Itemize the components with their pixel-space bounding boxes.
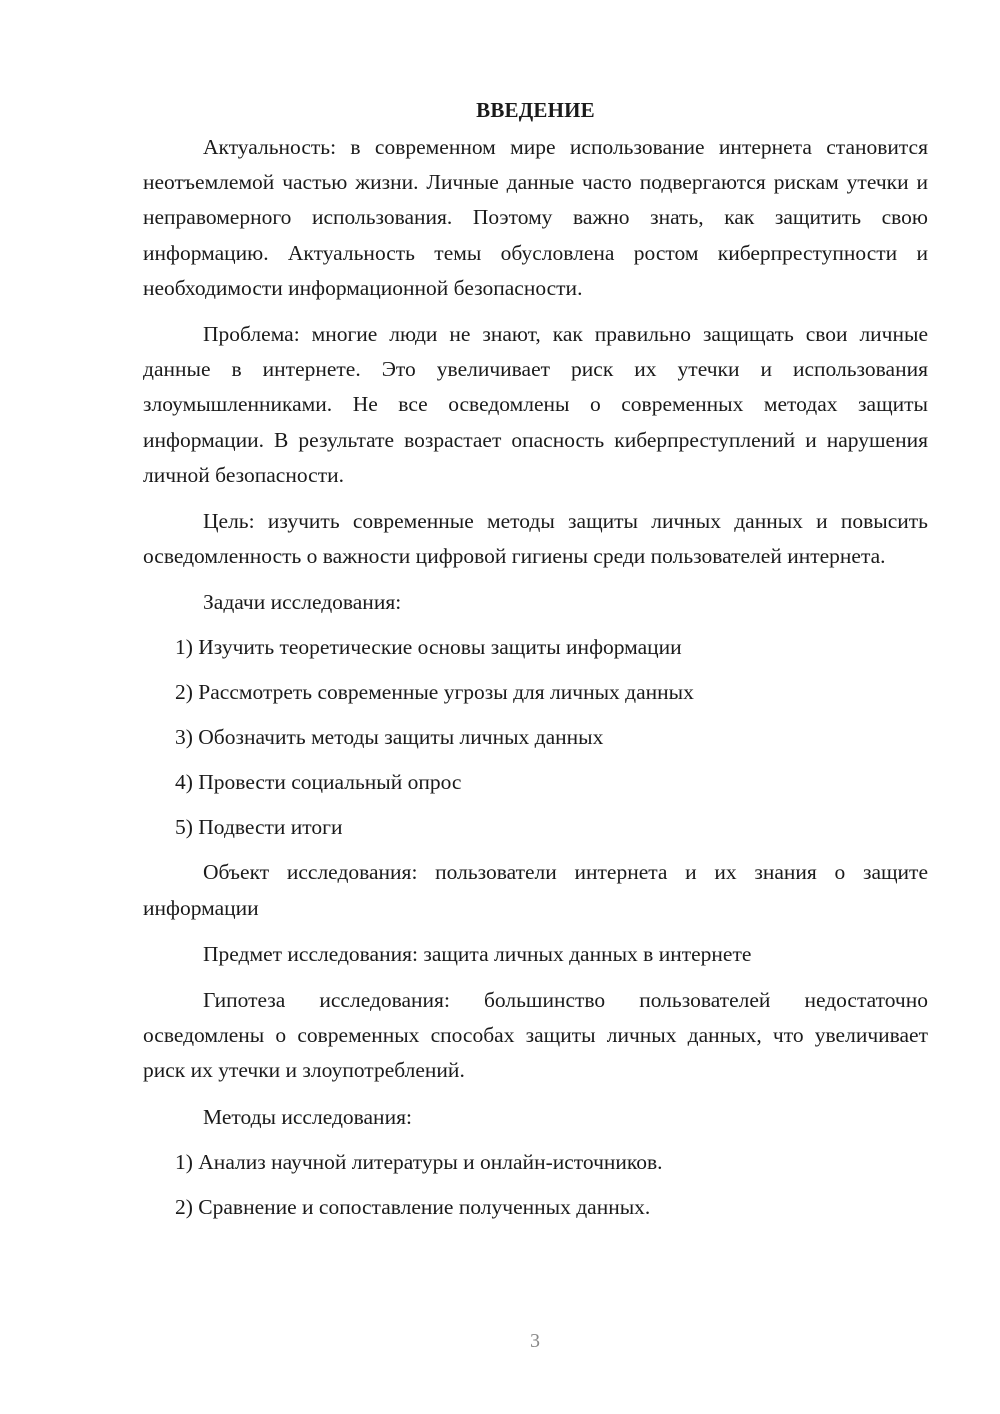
method-item-1: 1) Анализ научной литературы и онлайн-источников. xyxy=(175,1149,663,1174)
goal-paragraph: Цель: изучить современные методы защиты личных данных и повысить осведомленность о важности цифровой гигиены среди пользователей интернета. xyxy=(143,509,928,569)
page-number: 3 xyxy=(530,1330,540,1352)
subject-paragraph: Предмет исследования: защита личных данных в интернете xyxy=(203,941,752,966)
task-item-1: 1) Изучить теоретические основы защиты информации xyxy=(175,635,682,660)
methods-heading: Методы исследования: xyxy=(203,1104,412,1129)
task-item-4: 4) Провести социальный опрос xyxy=(175,770,462,795)
method-item-2: 2) Сравнение и сопоставление полученных данных. xyxy=(175,1194,651,1219)
task-item-5: 5) Подвести итоги xyxy=(175,815,343,840)
page-content xyxy=(143,93,928,1235)
problem-paragraph: Проблема: многие люди не знают, как правильно защищать свои личные данные в интернете. Это увеличивает риск их утечки и использования злоумышленниками. Не все осведомлены о современных методах защиты информации. В результате возрастает опасность киберпреступлений и нарушения личной безопасности. xyxy=(143,322,928,487)
tasks-heading: Задачи исследования: xyxy=(203,590,402,615)
task-item-2: 2) Рассмотреть современные угрозы для личных данных xyxy=(175,680,694,705)
page-title: ВВЕДЕНИЕ xyxy=(476,98,595,122)
task-item-3: 3) Обозначить методы защиты личных данных xyxy=(175,725,604,750)
object-paragraph: Объект исследования: пользователи интернета и их знания о защите информации xyxy=(143,860,928,920)
relevance-paragraph: Актуальность: в современном мире использование интернета становится неотъемлемой частью жизни. Личные данные часто подвергаются рискам утечки и неправомерного использования. Поэтому важно знать, как защитить свою информацию. Актуальность темы обусловлена ростом киберпреступности и необходимости информационной безопасности. xyxy=(143,135,928,300)
hypothesis-paragraph: Гипотеза исследования: большинство пользователей недостаточно осведомлены о современных способах защиты личных данных, что увеличивает риск их утечки и злоупотреблений. xyxy=(143,988,928,1083)
